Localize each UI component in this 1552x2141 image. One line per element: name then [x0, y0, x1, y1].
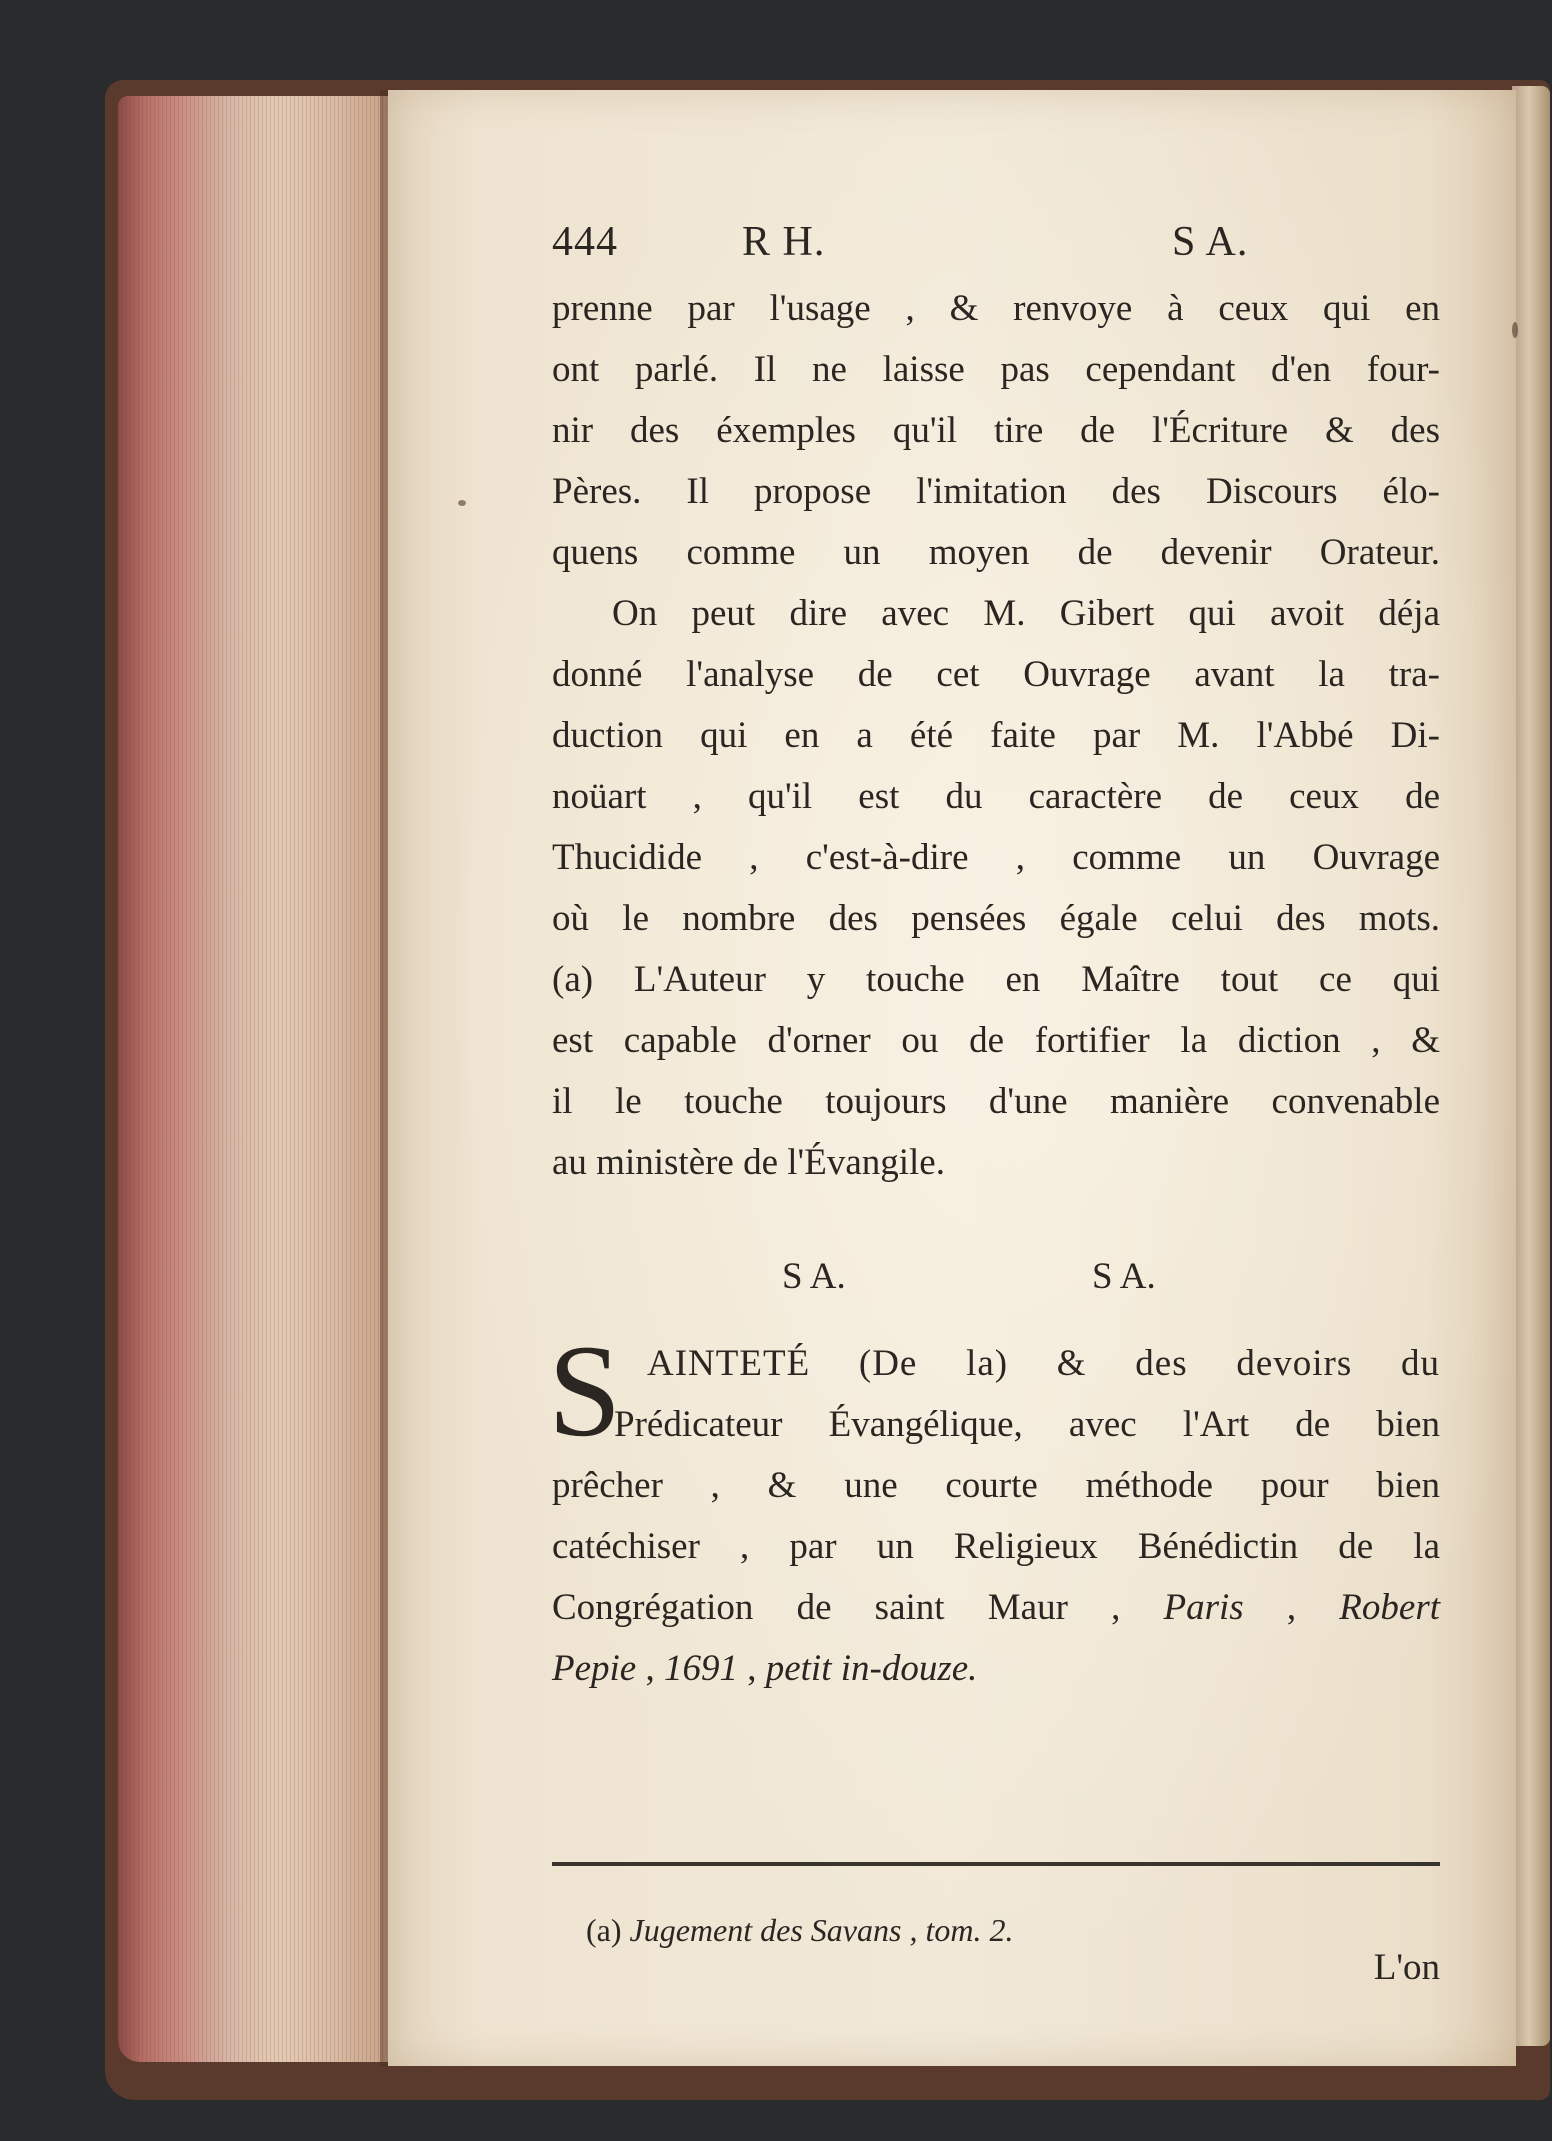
entry-line: [552, 1577, 1440, 1638]
right-page-edge: [1512, 86, 1550, 2046]
entry-line: prêcher , & une courte méthode pour bien: [552, 1465, 1440, 1506]
text-line: est capable d'orner ou de fortifier la diction , &: [552, 1020, 1440, 1061]
text-line: quens comme un moyen de devenir Orateur.: [552, 532, 1440, 573]
entry-line: AINTETÉ (De la) & des devoirs du: [647, 1343, 1440, 1384]
book-page: [388, 90, 1516, 2066]
place-of-publication: Paris: [1163, 1587, 1244, 1628]
text-line: prenne par l'usage , & renvoye à ceux qui en: [552, 288, 1440, 329]
publisher-name: Robert: [1339, 1587, 1440, 1628]
footnote-rule: [552, 1862, 1440, 1866]
running-head-right: S A.: [1172, 219, 1249, 265]
text-line: Pères. Il propose l'imitation des Discours élo-: [552, 471, 1440, 512]
drop-cap: S: [548, 1317, 622, 1464]
ink-mark: [458, 500, 466, 506]
text-line: nir des éxemples qu'il tire de l'Écriture & des: [552, 410, 1440, 451]
text-line: duction qui en a été faite par M. l'Abbé Di-: [552, 715, 1440, 756]
text-line: noüart , qu'il est du caractère de ceux de: [552, 776, 1440, 817]
entry-line: [552, 1638, 1440, 1699]
separator: ,: [1243, 1587, 1340, 1628]
section-heading-left: S A.: [782, 1256, 846, 1297]
page-edges: [118, 96, 388, 2062]
entry-line: catéchiser , par un Religieux Bénédictin de la: [552, 1526, 1440, 1567]
page-number: 444: [552, 219, 618, 265]
ink-mark: [1512, 322, 1518, 338]
separator: ,: [636, 1648, 664, 1689]
text-line: il le touche toujours d'une manière convenable: [552, 1081, 1440, 1122]
footnote-marker: (a): [586, 1912, 622, 1948]
running-head-left: R H.: [742, 219, 826, 265]
section-heading: [552, 1193, 1440, 1333]
text-line: On peut dire avec M. Gibert qui avoit déja: [612, 593, 1440, 634]
section-heading-right: S A.: [1092, 1256, 1156, 1297]
text-line: ont parlé. Il ne laisse pas cependant d'en four-: [552, 349, 1440, 390]
bibliographic-entry: [548, 1317, 1440, 1699]
text-line: (a) L'Auteur y touche en Maître tout ce qui: [552, 959, 1440, 1000]
text-block: [548, 210, 1440, 1988]
text-line: Thucidide , c'est-à-dire , comme un Ouvrage: [552, 837, 1440, 878]
body-text: [552, 278, 1440, 1193]
book-format: petit in-douze.: [765, 1648, 978, 1689]
running-header: [552, 210, 1440, 278]
entry-text: Congrégation de saint Maur ,: [552, 1587, 1164, 1628]
footnote-text: Jugement des Savans , tom. 2.: [629, 1912, 1014, 1948]
publication-year: 1691: [663, 1648, 738, 1689]
entry-line: Prédicateur Évangélique, avec l'Art de bien: [614, 1404, 1440, 1445]
publisher-name: Pepie: [552, 1648, 637, 1689]
text-line: au ministère de l'Évangile.: [552, 1142, 945, 1183]
catchword: L'on: [1373, 1947, 1440, 1988]
text-line: donné l'analyse de cet Ouvrage avant la tra-: [552, 654, 1440, 695]
text-line: où le nombre des pensées égale celui des mots.: [552, 898, 1440, 939]
separator: ,: [737, 1648, 766, 1689]
footnote: [586, 1912, 1013, 1949]
